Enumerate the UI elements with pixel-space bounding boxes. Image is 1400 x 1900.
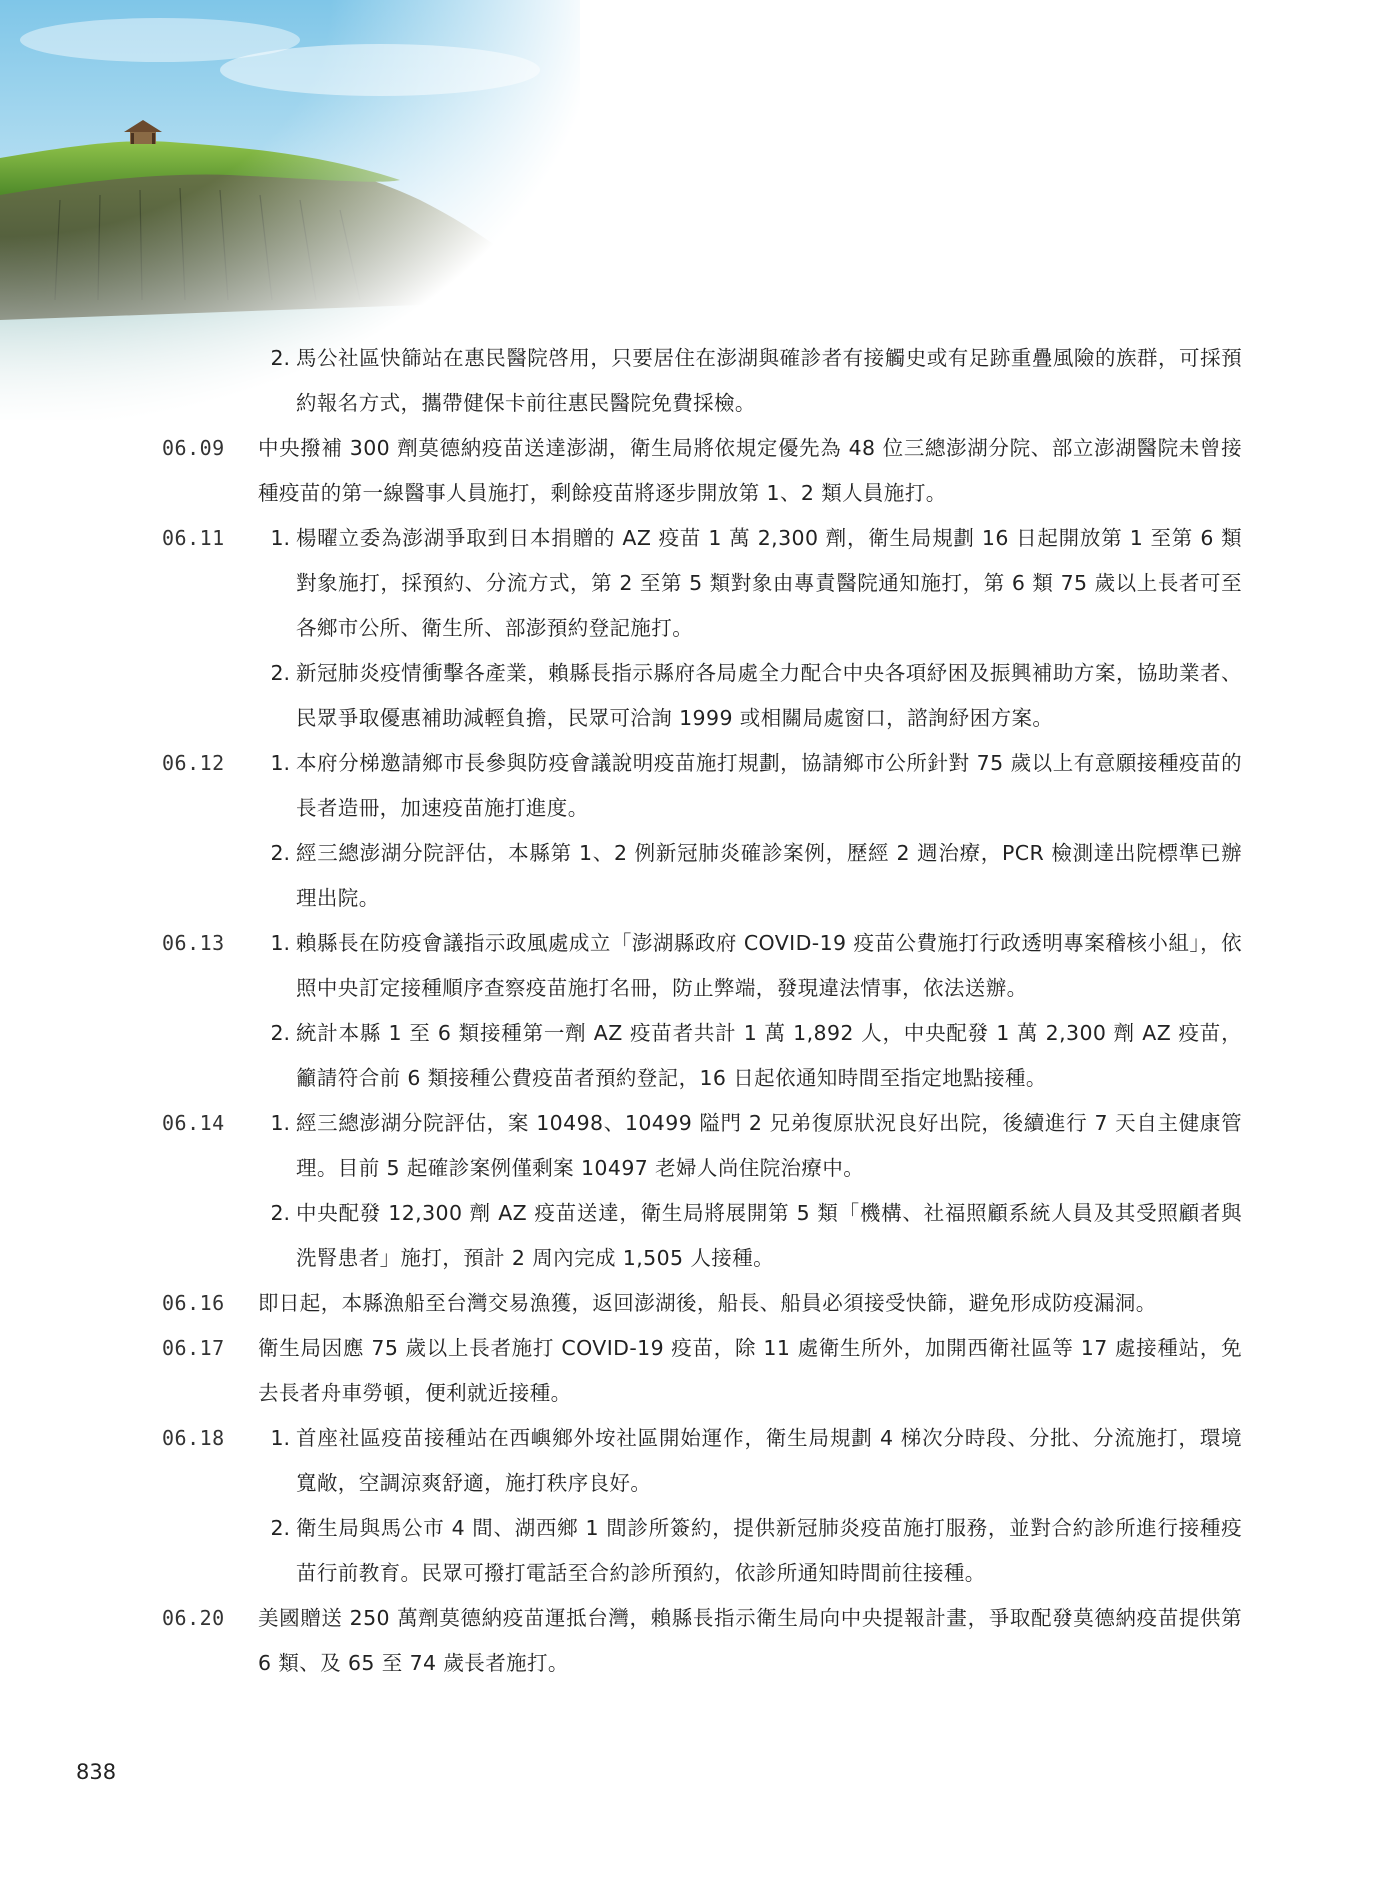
entry-0620 — [162, 1596, 1242, 1686]
item-text: 新冠肺炎疫情衝擊各產業，賴縣長指示縣府各局處全力配合中央各項紓困及振興補助方案，協助業者、民眾爭取優惠補助減輕負擔，民眾可洽詢 1999 或相關局處窗口，諮詢紓困方案。 — [296, 661, 1242, 730]
list-item — [258, 741, 1242, 831]
item-number: 1. — [270, 751, 290, 775]
entry-0613 — [162, 921, 1242, 1101]
entry-body — [258, 1596, 1242, 1686]
entry-body — [258, 426, 1242, 516]
entry-0612 — [162, 741, 1242, 921]
entry-body — [258, 1326, 1242, 1416]
list-item — [258, 516, 1242, 651]
list-item — [258, 1011, 1242, 1101]
item-text: 經三總澎湖分院評估，本縣第 1、2 例新冠肺炎確診案例，歷經 2 週治療，PCR 檢測達出院標準已辦理出院。 — [296, 841, 1242, 910]
page-number: 838 — [76, 1760, 117, 1784]
item-text: 衛生局與馬公市 4 間、湖西鄉 1 間診所簽約，提供新冠肺炎疫苗施打服務，並對合約診所進行接種疫苗行前教育。民眾可撥打電話至合約診所預約，依診所通知時間前往接種。 — [296, 1516, 1242, 1585]
item-number: 2. — [270, 661, 290, 685]
entry-0614 — [162, 1101, 1242, 1281]
chronicle-entries — [162, 336, 1242, 1686]
item-number: 2. — [270, 1201, 290, 1225]
item-text: 經三總澎湖分院評估，案 10498、10499 隘門 2 兄弟復原狀況良好出院，後續進行 7 天自主健康管理。目前 5 起確診案例僅剩案 10497 老婦人尚住院治療中。 — [296, 1111, 1242, 1180]
entry-0617 — [162, 1326, 1242, 1416]
entry-date: 06.13 — [162, 931, 225, 955]
entry-body — [258, 741, 1242, 921]
entry-date: 06.11 — [162, 526, 225, 550]
entry-text: 中央撥補 300 劑莫德納疫苗送達澎湖，衛生局將依規定優先為 48 位三總澎湖分院、部立澎湖醫院未曾接種疫苗的第一線醫事人員施打，剩餘疫苗將逐步開放第 1、2 類人員施打。 — [258, 436, 1242, 505]
item-number: 2. — [270, 346, 290, 370]
item-text: 本府分梯邀請鄉市長參與防疫會議說明疫苗施打規劃，協請鄉市公所針對 75 歲以上有意願接種疫苗的長者造冊，加速疫苗施打進度。 — [296, 751, 1242, 820]
list-item — [258, 336, 1242, 426]
entry-date: 06.18 — [162, 1426, 225, 1450]
item-number: 2. — [270, 1021, 290, 1045]
item-number: 2. — [270, 1516, 290, 1540]
list-item — [258, 1101, 1242, 1191]
list-item — [258, 1191, 1242, 1281]
item-text: 馬公社區快篩站在惠民醫院啓用，只要居住在澎湖與確診者有接觸史或有足跡重疊風險的族群，可採預約報名方式，攜帶健保卡前往惠民醫院免費採檢。 — [296, 346, 1242, 415]
entry-text: 衛生局因應 75 歲以上長者施打 COVID-19 疫苗，除 11 處衛生所外，加開西衛社區等 17 處接種站，免去長者舟車勞頓，便利就近接種。 — [258, 1336, 1242, 1405]
entry-0618 — [162, 1416, 1242, 1596]
entry-body — [258, 1281, 1242, 1326]
list-item — [258, 1506, 1242, 1596]
item-number: 1. — [270, 931, 290, 955]
item-number: 2. — [270, 841, 290, 865]
entry-0609 — [162, 426, 1242, 516]
entry-date: 06.17 — [162, 1336, 225, 1360]
item-text: 中央配發 12,300 劑 AZ 疫苗送達，衛生局將展開第 5 類「機構、社福照顧系統人員及其受照顧者與洗腎患者」施打，預計 2 周內完成 1,505 人接種。 — [296, 1201, 1242, 1270]
item-text: 統計本縣 1 至 6 類接種第一劑 AZ 疫苗者共計 1 萬 1,892 人，中央配發 1 萬 2,300 劑 AZ 疫苗，籲請符合前 6 類接種公費疫苗者預約登記，16 日起依通知時間至指定地點接種。 — [296, 1021, 1242, 1090]
entry-body — [258, 1416, 1242, 1596]
entry-body — [258, 516, 1242, 741]
entry-0611 — [162, 516, 1242, 741]
list-item — [258, 651, 1242, 741]
item-text: 首座社區疫苗接種站在西嶼鄉外垵社區開始運作，衛生局規劃 4 梯次分時段、分批、分流施打，環境寬敞，空調涼爽舒適，施打秩序良好。 — [296, 1426, 1242, 1495]
entry-body — [258, 336, 1242, 426]
entry-0616 — [162, 1281, 1242, 1326]
entry-body — [258, 1101, 1242, 1281]
entry-continued — [162, 336, 1242, 426]
item-text: 賴縣長在防疫會議指示政風處成立「澎湖縣政府 COVID-19 疫苗公費施打行政透明專案稽核小組」，依照中央訂定接種順序查察疫苗施打名冊，防止弊端，發現違法情事，依法送辦。 — [296, 931, 1242, 1000]
entry-date: 06.14 — [162, 1111, 225, 1135]
item-number: 1. — [270, 526, 290, 550]
item-number: 1. — [270, 1111, 290, 1135]
entry-text: 即日起，本縣漁船至台灣交易漁獲，返回澎湖後，船長、船員必須接受快篩，避免形成防疫漏洞。 — [258, 1291, 1157, 1315]
item-text: 楊曜立委為澎湖爭取到日本捐贈的 AZ 疫苗 1 萬 2,300 劑，衛生局規劃 16 日起開放第 1 至第 6 類對象施打，採預約、分流方式，第 2 至第 5 類對象由專責醫院通知施打，第 6 類 75 歲以上長者可至各鄉市公所、衛生所、部澎預約登記施打。 — [296, 526, 1242, 640]
entry-body — [258, 921, 1242, 1101]
item-number: 1. — [270, 1426, 290, 1450]
list-item — [258, 831, 1242, 921]
entry-date: 06.20 — [162, 1606, 225, 1630]
entry-date: 06.09 — [162, 436, 225, 460]
list-item — [258, 921, 1242, 1011]
entry-date: 06.12 — [162, 751, 225, 775]
entry-text: 美國贈送 250 萬劑莫德納疫苗運抵台灣，賴縣長指示衛生局向中央提報計畫，爭取配發莫德納疫苗提供第 6 類、及 65 至 74 歲長者施打。 — [258, 1606, 1242, 1675]
entry-date: 06.16 — [162, 1291, 225, 1315]
list-item — [258, 1416, 1242, 1506]
